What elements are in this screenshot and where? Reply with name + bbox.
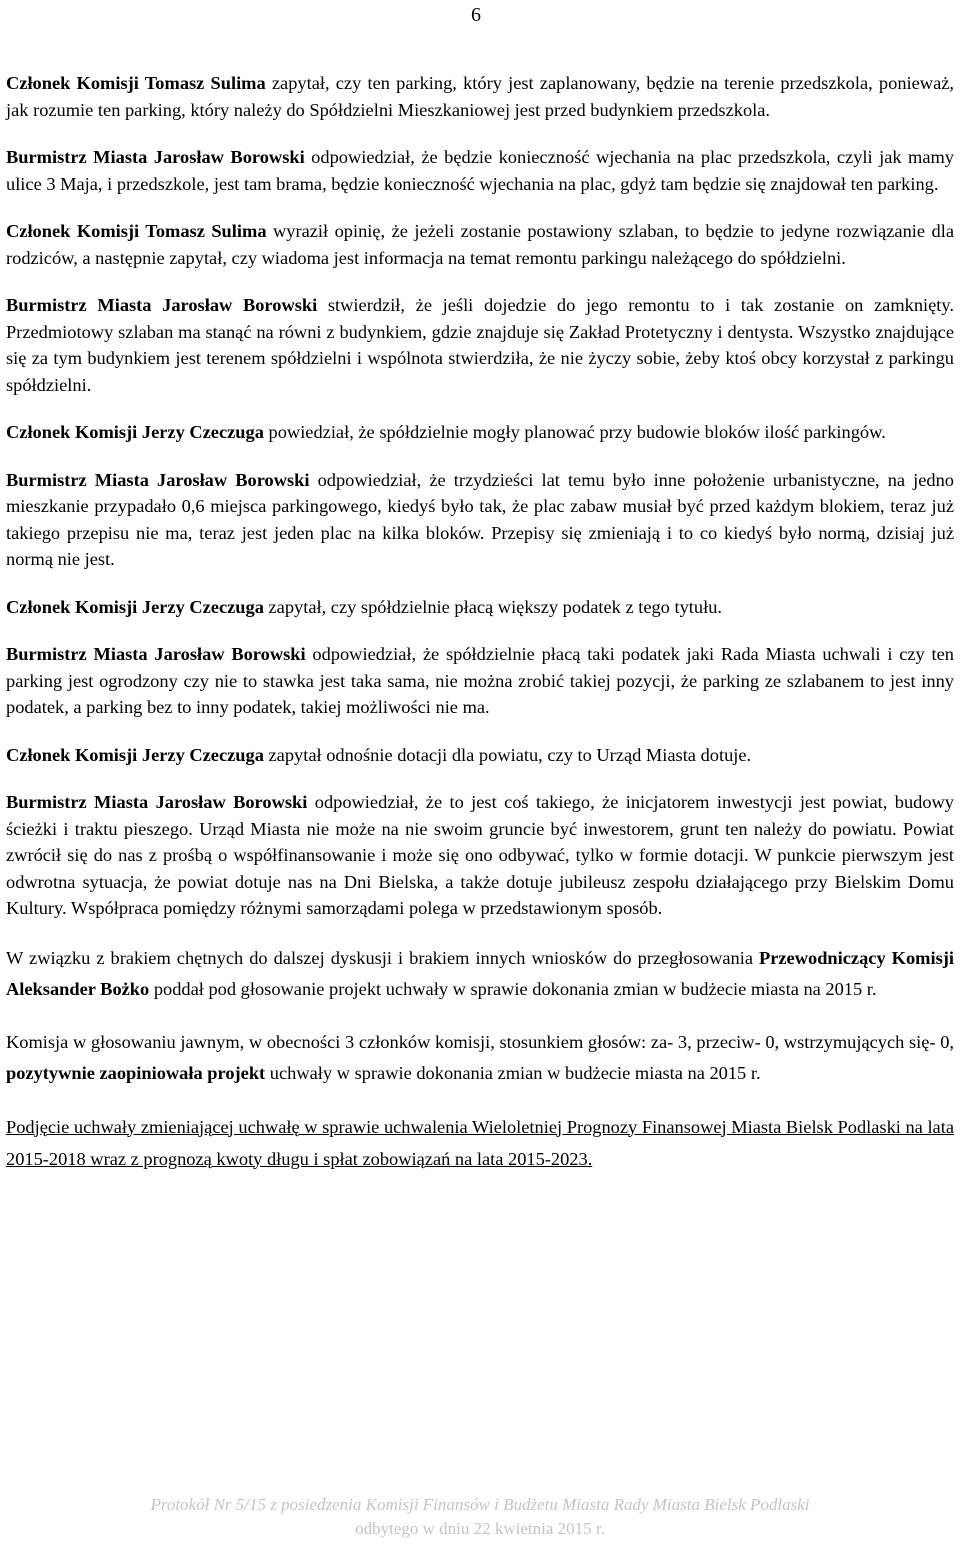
paragraph-text: zapytał, czy ten parking, który jest zaplanowany, będzie na terenie przedszkola, ponieważ, jak rozumie ten parking, który należy do Spółdzielni Mieszkaniowej jest przed budynkiem przedszkola. [6,73,954,120]
speaker-name: Burmistrz Miasta Jarosław Borowski [6,469,310,490]
footer [0,1493,960,1541]
paragraph-text: zapytał, czy spółdzielnie płacą większy podatek z tego tytułu. [263,596,722,617]
speaker-name: Burmistrz Miasta Jarosław Borowski [6,295,318,315]
speaker-name: Członek Komisji Jerzy Czeczuga [6,596,264,617]
document-body [6,70,954,1196]
paragraph-text: odpowiedział, że trzydzieści lat temu było inne położenie urbanistyczne, na jedno mieszkanie przypadało 0,6 miejsca parkingowego, kiedyś było tak, że plac zabaw musiał być przed każdym blokiem, teraz już takiego przepisu nie ma, teraz jest jeden plac na kilka bloków. Przepisy się zmieniają i to co kiedyś było normą, dzisiaj już normą nie jest. [6,469,954,569]
speaker-name: Burmistrz Miasta Jarosław Borowski [6,792,308,812]
vote-result-before: Komisja w głosowaniu jawnym, w obecności 3 członków komisji, stosunkiem głosów: za- 3, przeciw- 0, wstrzymujących się- 0, [6,1031,954,1052]
paragraph-text: zapytał odnośnie dotacji dla powiatu, czy to Urząd Miasta dotuje. [263,744,752,765]
paragraph-text: odpowiedział, że spółdzielnie płacą taki podatek jaki Rada Miasta uchwali i czy ten parking jest ogrodzony czy nie to stawka jest taka sama, nie można zrobić takiej pozycji, że parking ze szlabanem to jest inny podatek, a parking bez to inny podatek, takiej możliwości nie ma. [6,644,954,717]
speaker-name: Członek Komisji Tomasz Sulima [6,221,267,241]
paragraph [6,419,954,446]
vote-result-after: uchwały w sprawie dokonania zmian w budżecie miasta na 2015 r. [265,1063,761,1083]
paragraph-text: wyraził opinię, że jeżeli zostanie postawiony szlaban, to będzie to jedyne rozwiązanie dla rodziców, a następnie zapytał, czy wiadoma jest informacja na temat remontu parkingu należącego do spółdzielni. [6,221,954,268]
speaker-name: Członek Komisji Jerzy Czeczuga [6,422,264,442]
vote-result-bold: pozytywnie zaopiniowała projekt [6,1063,266,1083]
vote-intro-paragraph [6,943,954,1006]
paragraph [6,789,954,922]
paragraph [6,742,954,769]
page-number: 6 [471,4,481,26]
vote-result-paragraph [6,1027,954,1090]
speaker-name: Członek Komisji Tomasz Sulima [6,73,266,93]
paragraph [6,292,954,398]
vote-intro-before: W związku z brakiem chętnych do dalszej dyskusji i brakiem innych wniosków do przegłosowania [6,947,759,968]
paragraph [6,641,954,721]
paragraph [6,70,954,123]
paragraph-text: stwierdził, że jeśli dojedzie do jego remontu to i tak zostanie on zamknięty. Przedmiotowy szlaban ma stanąć na równi z budynkiem, gdzie znajduje się Zakład Protetyczny i dentysta. Wszystko znajdujące się za tym budynkiem jest terenem spółdzielni i wspólnota stwierdziła, że nie życzy sobie, żeby ktoś obcy korzystał z parkingu spółdzielni. [6,295,955,395]
speaker-name: Członek Komisji Jerzy Czeczuga [6,744,264,765]
vote-intro-after: poddał pod głosowanie projekt uchwały w sprawie dokonania zmian w budżecie miasta na 2015 r. [149,979,877,999]
chairman-name: Przewodniczący Komisji Aleksander Bożko [6,947,954,999]
paragraph [6,467,954,573]
agenda-item-heading: Podjęcie uchwały zmieniającej uchwałę w sprawie uchwalenia Wieloletniej Prognozy Finansowej Miasta Bielsk Podlaski na lata 2015-2018 wraz z prognozą kwoty długu i spłat zobowiązań na lata 2015-2023. [6,1116,954,1169]
paragraph-text: odpowiedział, że będzie konieczność wjechania na plac przedszkola, czyli jak mamy ulice 3 Maja, i przedszkole, jest tam brama, będzie konieczność wjechania na plac, gdyż tam będzie się znajdował ten parking. [6,147,955,194]
paragraph [6,218,954,271]
speaker-name: Burmistrz Miasta Jarosław Borowski [6,147,305,167]
footer-protocol-title: Protokół Nr 5/15 z posiedzenia Komisji Finansów i Budżetu Miasta Rady Miasta Bielsk Podlaski [150,1495,810,1514]
speaker-name: Burmistrz Miasta Jarosław Borowski [6,644,306,664]
paragraph [6,144,954,197]
paragraph [6,594,954,621]
paragraph-text: powiedział, że spółdzielnie mogły planować przy budowie bloków ilość parkingów. [263,422,886,442]
paragraph-text: odpowiedział, że to jest coś takiego, że inicjatorem inwestycji jest powiat, budowy ścieżki i traktu pieszego. Urząd Miasta nie może na nie swoim gruncie być inwestorem, grunt ten należy do powiatu. Powiat zwrócił się do nas z prośbą o współfinansowanie i może się ono odbywać, tylko w formie dotacji. W punkcie pierwszym jest odwrotna sytuacja, że powiat dotuje nas na Dni Bielska, a także dotuje jubileusz zespołu działającego przy Bielskim Domu Kultury. Współpraca pomiędzy różnymi samorządami polega w przedstawionym sposób. [6,792,955,918]
footer-date: odbytego w dniu 22 kwietnia 2015 r. [355,1519,605,1538]
